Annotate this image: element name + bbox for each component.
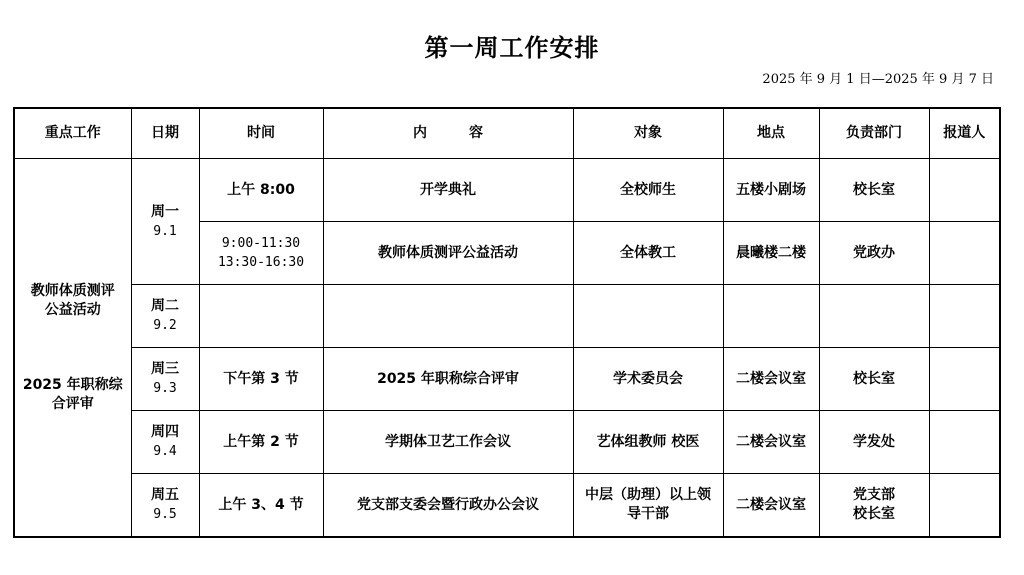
dept-cell: 校长室 [819,159,929,222]
time-cell: 上午第 2 节 [199,411,323,474]
time-cell: 上午 3、4 节 [199,474,323,538]
day-date: 9.2 [153,318,177,333]
schedule-table [13,107,1001,538]
dept-cell: 校长室 [819,348,929,411]
content-cell: 开学典礼 [323,159,573,222]
date-cell-mon [131,159,199,285]
target-cell: 学术委员会 [573,348,723,411]
table-row [14,348,1000,411]
time-cell: 下午第 3 节 [199,348,323,411]
reporter-cell [929,159,1000,222]
target-cell: 全校师生 [573,159,723,222]
day-date: 9.4 [153,444,177,459]
place-cell: 五楼小剧场 [723,159,819,222]
content-cell: 党支部支委会暨行政办公会议 [323,474,573,538]
header-date: 日期 [131,108,199,159]
target-line-1: 中层（助理）以上领 [585,487,711,503]
content-cell: 学期体卫艺工作会议 [323,411,573,474]
day-date: 9.3 [153,381,177,396]
header-reporter: 报道人 [929,108,1000,159]
header-target: 对象 [573,108,723,159]
header-focus: 重点工作 [14,108,131,159]
header-content: 内 容 [323,108,573,159]
dept-line-2: 校长室 [853,506,895,522]
dept-cell [819,474,929,538]
table-row [14,159,1000,222]
dept-cell: 学发处 [819,411,929,474]
time-cell [199,222,323,285]
target-cell [573,474,723,538]
time-cell [199,285,323,348]
day-label: 周一 [151,203,179,220]
table-row [14,285,1000,348]
focus-cell [14,159,131,538]
focus-item-1b: 公益活动 [44,301,101,318]
target-cell [573,285,723,348]
place-cell: 二楼会议室 [723,348,819,411]
page-title: 第一周工作安排 [424,34,600,62]
place-cell: 晨曦楼二楼 [723,222,819,285]
target-cell: 艺体组教师 校医 [573,411,723,474]
content-cell: 教师体质测评公益活动 [323,222,573,285]
reporter-cell [929,411,1000,474]
day-date: 9.5 [153,507,177,522]
header-dept: 负责部门 [819,108,929,159]
dept-cell [819,285,929,348]
target-line-2: 导干部 [627,506,669,522]
focus-item-1a: 教师体质测评 [30,282,115,299]
day-label: 周四 [151,424,179,440]
header-row [14,108,1000,159]
date-cell-wed [131,348,199,411]
target-cell: 全体教工 [573,222,723,285]
time-line-1: 9:00-11:30 [221,236,301,251]
header-place: 地点 [723,108,819,159]
date-cell-fri [131,474,199,538]
reporter-cell [929,474,1000,538]
reporter-cell [929,348,1000,411]
reporter-cell [929,285,1000,348]
place-cell: 二楼会议室 [723,474,819,538]
day-label: 周二 [151,298,179,314]
day-label: 周五 [151,487,179,503]
focus-item-2a: 2025 年职称综 [22,376,123,393]
time-cell: 上午 8:00 [199,159,323,222]
table-row [14,474,1000,538]
reporter-cell [929,222,1000,285]
dept-line-1: 党支部 [853,487,895,503]
day-label: 周三 [151,361,179,377]
place-cell: 二楼会议室 [723,411,819,474]
focus-item-2b: 合评审 [51,395,94,412]
content-cell: 2025 年职称综合评审 [323,348,573,411]
date-cell-thu [131,411,199,474]
date-cell-tue [131,285,199,348]
date-range: 2025 年 9 月 1 日—2025 年 9 月 7 日 [762,72,994,87]
content-cell [323,285,573,348]
day-date: 9.1 [153,223,177,239]
time-line-2: 13:30-16:30 [217,255,305,270]
place-cell [723,285,819,348]
table-row [14,411,1000,474]
dept-cell: 党政办 [819,222,929,285]
header-time: 时间 [199,108,323,159]
